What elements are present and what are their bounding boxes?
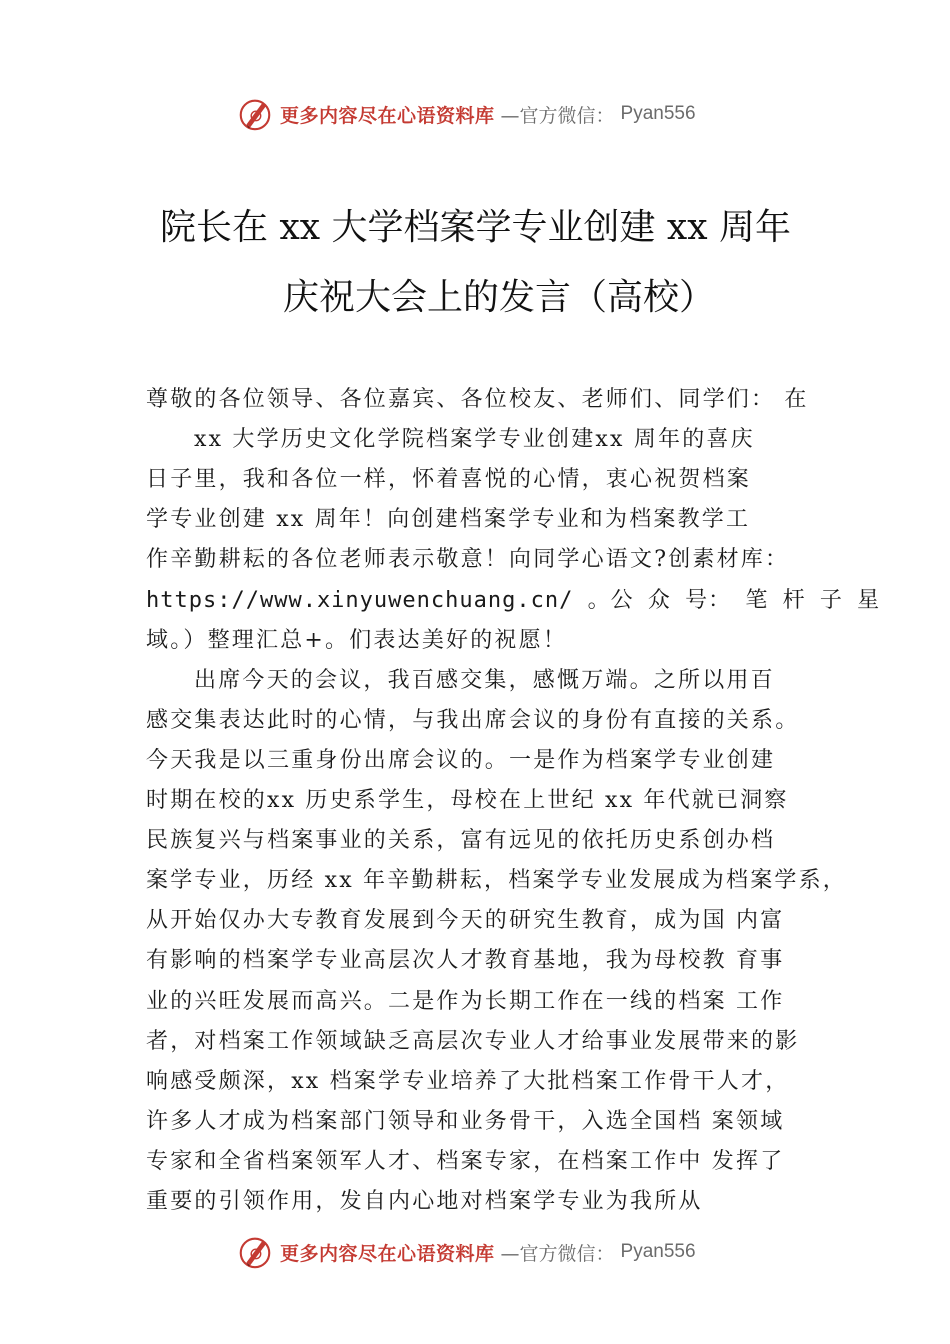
body-text-line: 业的兴旺发展而高兴。二是作为长期工作在一线的档案 工作 — [146, 988, 785, 1014]
banner-separator: —官方微信： — [500, 104, 615, 127]
pen-logo-icon — [236, 95, 274, 133]
body-text-line: 许多人才成为档案部门领导和业务骨干，入选全国档 案领域 — [146, 1108, 785, 1134]
body-text-line: 出席今天的会议，我百感交集，感慨万端。之所以用百 — [194, 667, 775, 693]
body-text-line: 学专业创建 xx 周年！向创建档案学专业和为档案教学工 — [146, 507, 751, 533]
body-text-line: 从开始仅办大专教育发展到今天的研究生教育，成为国 内富 — [146, 908, 785, 934]
body-text-line: 域。）整理汇总+。们表达美好的祝愿！ — [146, 627, 568, 653]
banner-wechat-id: Pyan556 — [620, 1241, 696, 1262]
footer-banner — [236, 1232, 696, 1272]
body-text-line: 日子里，我和各位一样，怀着喜悦的心情，衷心祝贺档案 — [146, 467, 752, 493]
pen-logo-icon — [236, 1233, 274, 1271]
body-text-line: 今天我是以三重身份出席会议的。一是作为档案学专业创建 — [146, 747, 776, 773]
body-text-line: 专家和全省档案领军人才、档案专家，在档案工作中 发挥了 — [146, 1148, 785, 1174]
banner-slogan: 更多内容尽在心语资料库 — [280, 104, 495, 127]
body-text-line: 感交集表达此时的心情，与我出席会议的身份有直接的关系。 — [146, 707, 800, 733]
body-text-line: xx 大学历史文化学院档案学专业创建xx 周年的喜庆 — [194, 427, 755, 453]
body-text-line: 重要的引领作用，发自内心地对档案学专业为我所从 — [146, 1189, 703, 1214]
body-text-line: 时期在校的xx 历史系学生，母校在上世纪 xx 年代就已洞察 — [146, 788, 789, 813]
banner-slogan: 更多内容尽在心语资料库 — [280, 1242, 495, 1265]
body-text-line: https://www.xinyuwenchuang.cn/ 。公 众 号： 笔 杆 子 星 — [146, 587, 881, 613]
body-text-line: 尊敬的各位领导、各位嘉宾、各位校友、老师们、同学们： 在 — [146, 387, 809, 412]
banner-wechat-id: Pyan556 — [620, 103, 696, 124]
body-text-line: 者，对档案工作领域缺乏高层次专业人才给事业发展带来的影 — [146, 1028, 800, 1054]
body-text-line: 有影响的档案学专业高层次人才教育基地，我为母校教 育事 — [146, 948, 785, 974]
document-title-line-1: 院长在 xx 大学档案学专业创建 xx 周年 — [160, 207, 791, 248]
body-text-line: 响感受颇深，xx 档案学专业培养了大批档案工作骨干人才， — [146, 1068, 790, 1094]
body-text-line: 民族复兴与档案事业的关系，富有远见的依托历史系创办档 — [146, 828, 776, 854]
body-text-line: 作辛勤耕耘的各位老师表示敬意！向同学心语文?创素材库： — [146, 547, 790, 573]
header-banner — [236, 94, 696, 134]
body-text-line: 案学专业，历经 xx 年辛勤耕耘，档案学专业发展成为档案学系， — [146, 868, 848, 894]
document-title-line-2: 庆祝大会上的发言（高校） — [283, 277, 716, 318]
banner-separator: —官方微信： — [500, 1242, 615, 1265]
